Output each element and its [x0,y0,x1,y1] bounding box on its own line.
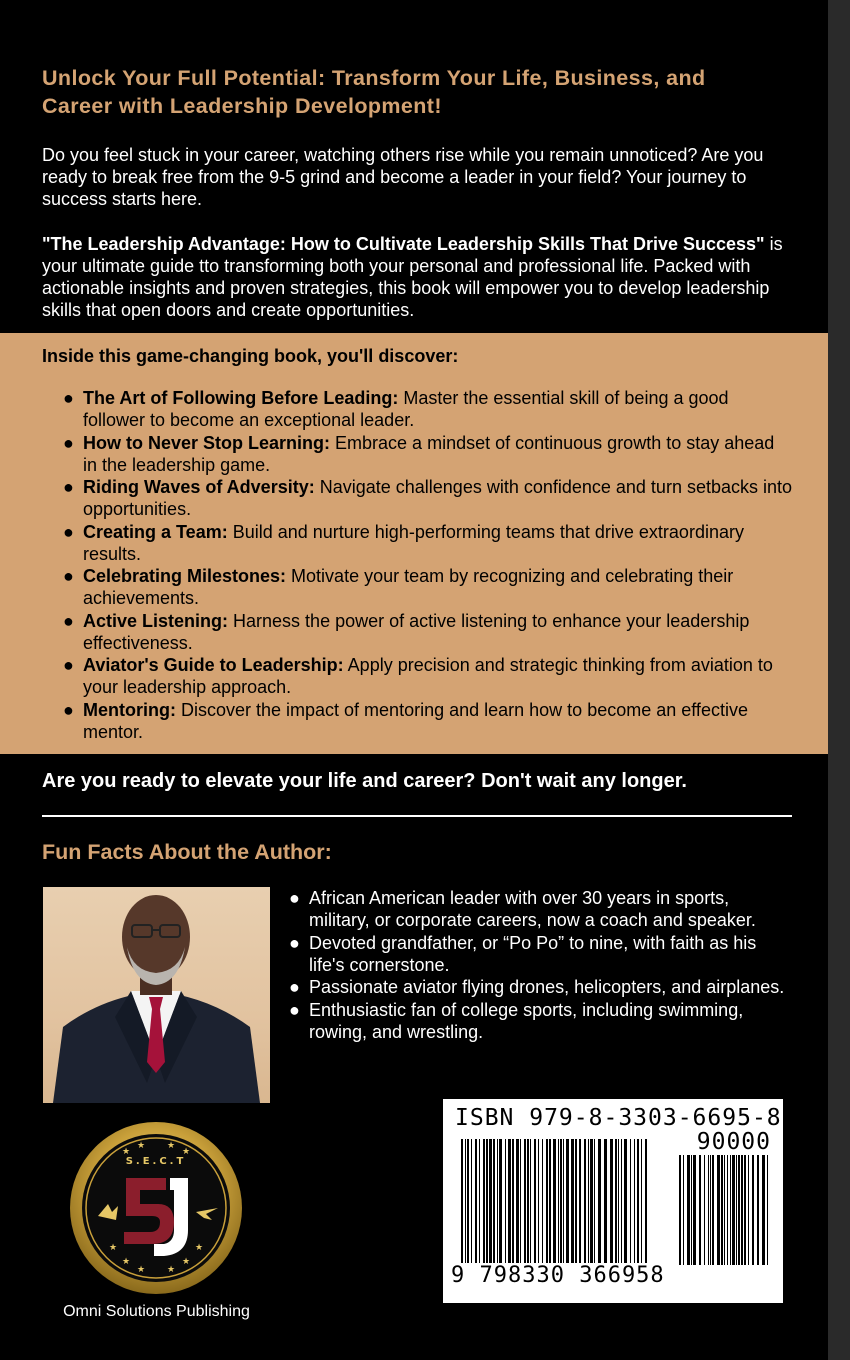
svg-text:★: ★ [181,1257,191,1267]
barcode-bar [757,1155,759,1265]
call-to-action: Are you ready to elevate your life and career? Don't wait any longer. [42,770,687,792]
bullet-icon: ● [63,388,74,408]
item-heading: Aviator's Guide to Leadership: [83,655,344,675]
bullet-icon: ● [63,566,74,586]
svg-text:★: ★ [121,1147,131,1157]
barcode-bar [704,1155,705,1265]
fun-facts-list [288,887,793,1043]
publisher-logo [68,1120,244,1296]
bullet-icon: ● [63,521,74,542]
seal-text: S.E.C.T [125,1156,187,1167]
barcode-bar [738,1155,740,1265]
barcode-bar [691,1155,692,1265]
barcode-bar [736,1155,737,1265]
svg-text:★: ★ [136,1265,146,1275]
barcode-bar [708,1155,709,1265]
price-code: 90000 [696,1129,771,1155]
barcode-bar [710,1155,711,1265]
spine-edge [828,0,850,1360]
item-heading: How to Never Stop Learning: [83,432,331,453]
bullet-icon: ● [289,888,300,908]
discover-title: Inside this game-changing book, you'll discover: [42,346,459,366]
list-item [0,432,793,476]
svg-text:★: ★ [166,1141,176,1151]
svg-text:★: ★ [194,1243,204,1253]
bullet-icon: ● [289,999,300,1020]
item-heading: The Art of Following Before Leading: [83,388,399,408]
list-item [0,654,793,698]
svg-text:★: ★ [136,1141,146,1151]
barcode-bar [717,1155,720,1265]
item-text: Embrace a mindset of continuous growth to stay ahead in the leadership game. [83,432,775,475]
headline [42,64,802,120]
item-heading: Mentoring: [83,699,176,720]
bullet-icon: ● [63,699,74,720]
barcode-bar [683,1155,684,1265]
item-text: Navigate challenges with confidence and turn setbacks into opportunities. [83,477,793,519]
sect-seal-icon [68,1120,244,1296]
item-heading: Celebrating Milestones: [83,566,287,586]
fact-text: Passionate aviator flying drones, helicopters, and airplanes. [309,977,785,997]
list-item [0,387,793,431]
author-photo [43,887,270,1103]
book-paragraph [42,233,794,321]
barcode-bar [712,1155,714,1265]
barcode-bar [748,1155,749,1265]
item-heading: Creating a Team: [83,521,228,542]
bullet-icon: ● [289,977,300,997]
item-text: Discover the impact of mentoring and learn how to become an effective mentor. [83,699,748,742]
fact-text: Enthusiastic fan of college sports, including swimming, rowing, and wrestling. [309,999,744,1042]
list-item [288,999,793,1043]
list-item [288,976,793,998]
fact-text: Devoted grandfather, or “Po Po” to nine, with faith as his life's cornerstone. [309,932,757,975]
svg-text:★: ★ [108,1243,118,1253]
barcode-bar [744,1155,746,1265]
list-item [288,932,793,976]
discover-list [0,387,828,743]
isbn-text: ISBN 979-8-3303-6695-8 [455,1105,782,1131]
book-description: is your ultimate guide tto transforming both your personal and professional life. Packed with actionable insights and proven strategies, this book will empower you to develop leadership skills that open doors and create opportunities. [42,234,783,320]
barcode-digits: 9 798330 366958 [451,1263,665,1288]
publisher-name: Omni Solutions Publishing [63,1303,250,1320]
list-item [0,476,793,520]
list-item [288,887,793,931]
barcode-bar [767,1155,768,1265]
bullet-icon: ● [63,477,74,497]
barcode-bar [730,1155,731,1265]
bullet-icon: ● [63,610,74,631]
barcode-panel [443,1099,783,1303]
intro-paragraph: Do you feel stuck in your career, watching others rise while you remain unnoticed? Are you ready to break free from the 9-5 grind and become a leader in your field? Your journey to success starts here. [42,145,764,209]
list-item [0,565,793,609]
bullet-icon: ● [63,655,74,675]
barcode-bar [679,1155,681,1265]
item-text: Apply precision and strategic thinking from aviation to your leadership approach. [83,655,773,697]
barcode-bar [699,1155,701,1265]
discover-section [0,333,828,754]
barcode-bar [752,1155,754,1265]
barcode-bar [687,1155,690,1265]
barcode-bar [762,1155,765,1265]
fact-text: African American leader with over 30 years in sports, military, or corporate careers, now a coach and speaker. [309,888,756,930]
barcode-bar [741,1155,743,1265]
headline-line-1: Unlock Your Full Potential: Transform Your Life, Business, and [42,66,706,90]
barcode-bar [732,1155,735,1265]
list-item [0,521,793,565]
item-text: Master the essential skill of being a good follower to become an exceptional leader. [83,388,729,430]
item-text: Build and nurture high-performing teams that drive extraordinary results. [83,521,744,564]
list-item [0,610,793,654]
bullet-icon: ● [289,932,300,953]
item-text: Motivate your team by recognizing and celebrating their achievements. [83,566,734,608]
book-title-quote: "The Leadership Advantage: How to Cultivate Leadership Skills That Drive Success" [42,234,765,254]
barcode-bar [721,1155,723,1265]
headline-line-2: Career with Leadership Development! [42,94,442,118]
item-heading: Riding Waves of Adversity: [83,477,315,497]
barcode-bar [727,1155,728,1265]
divider [42,815,792,817]
list-item [0,699,793,743]
barcode-bar [693,1155,696,1265]
svg-text:★: ★ [166,1265,176,1275]
fun-facts-title: Fun Facts About the Author: [42,840,332,864]
svg-text:★: ★ [121,1257,131,1267]
item-text: Harness the power of active listening to enhance your leadership effectiveness. [83,610,750,653]
author-portrait-icon [43,887,270,1103]
svg-text:★: ★ [181,1147,191,1157]
barcode-bar [724,1155,725,1265]
item-heading: Active Listening: [83,610,229,631]
bullet-icon: ● [63,432,74,453]
